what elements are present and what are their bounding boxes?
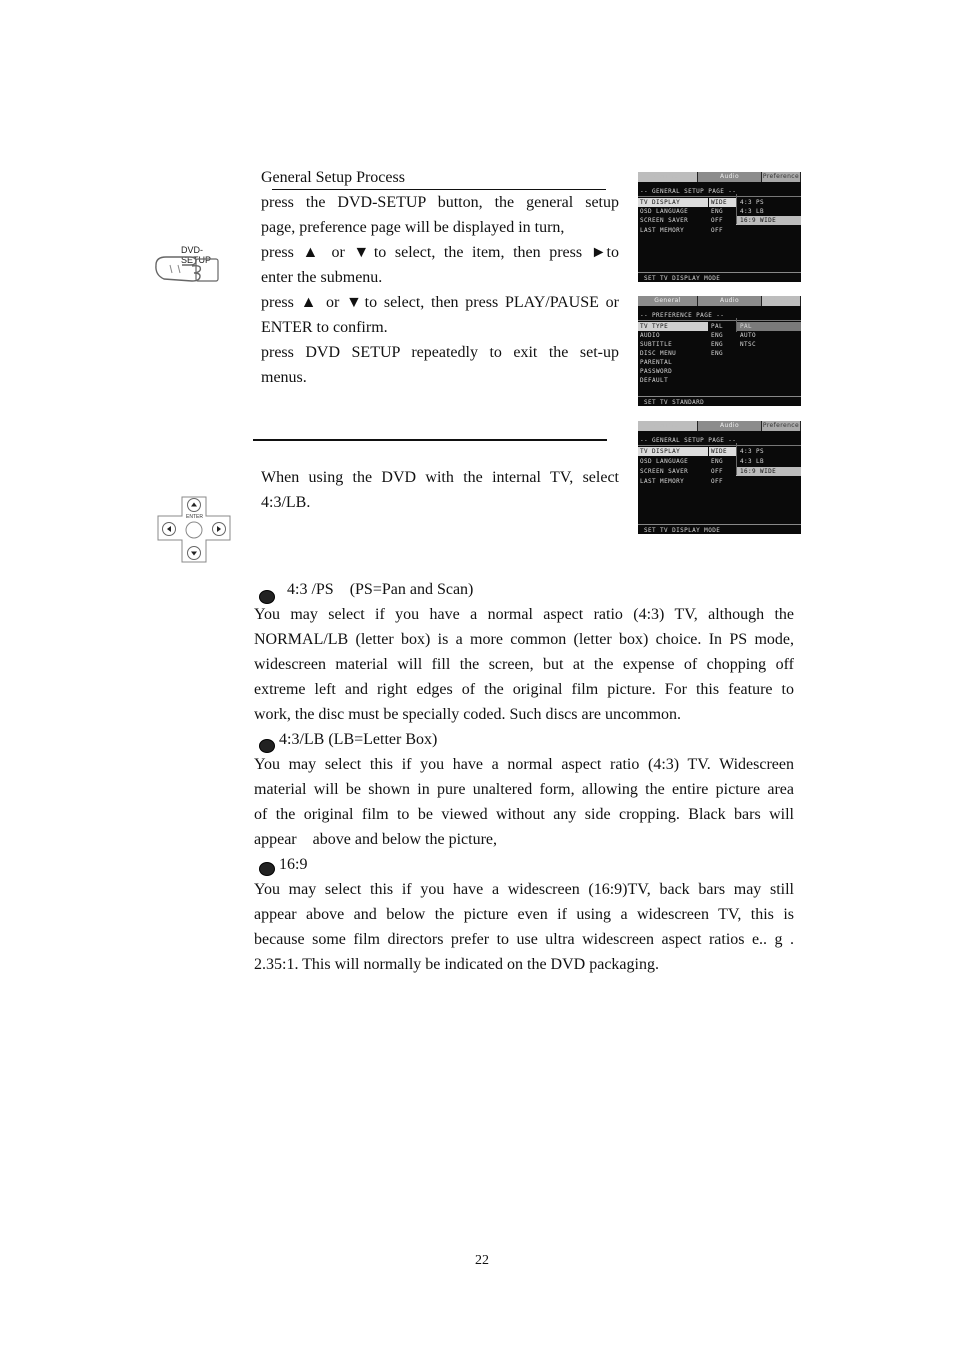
instruction-line: press the DVD-SETUP button, the general setup <box>261 194 619 211</box>
osd-tab-preference: Preference <box>762 422 800 429</box>
osd-row: SCREEN SAVER OFF 16:9 WIDE <box>638 216 801 225</box>
enter-label: ENTER <box>186 514 203 520</box>
mode-description-wide: You may select this if you have a widescreen (16:9)TV, back bars may still appear above and below the picture even if using a widescreen TV, this is because some film directors prefer to use ultra widescreen aspect ratios e.. g . 2.35:1. This will normally be indicated on the DVD packaging. <box>254 881 794 973</box>
osd-row: PASSWORD <box>640 368 673 375</box>
osd-tab-audio: Audio <box>698 296 762 306</box>
osd-tab-preference: Preference <box>762 173 800 180</box>
osd-footer: SET TV DISPLAY MODE <box>644 527 721 534</box>
section-divider <box>253 439 607 441</box>
osd-row: SUBTITLE ENG NTSC <box>640 341 757 348</box>
internal-tv-note <box>261 465 619 515</box>
mode-description-ps: You may select if you have a normal aspect ratio (4:3) TV, although the NORMAL/LB (letter box) is a more common (letter box) choice. In PS mode, widescreen material will fill the screen, but at the expense of chopping off extreme left and right edges of the original film picture. For this feature to work, the disc must be specially coded. Such discs are uncommon. <box>254 606 794 723</box>
osd-row: OSD LANGUAGE ENG 4:3 LB <box>640 208 765 215</box>
instruction-line: enter the submenu. <box>261 269 383 286</box>
note-line: 4:3/LB. <box>261 494 311 511</box>
osd-row: DISC MENU ENG <box>640 350 724 357</box>
osd-page-header: -- GENERAL SETUP PAGE -- <box>640 188 737 195</box>
osd-row: LAST MEMORY OFF <box>640 478 724 485</box>
instruction-line: page, preference page will be displayed in turn, <box>261 219 565 236</box>
dvd-setup-label: DVD-SETUP <box>181 245 212 265</box>
osd-page-header: -- PREFERENCE PAGE -- <box>640 312 725 319</box>
osd-general-setup-screenshot-2 <box>638 421 801 534</box>
bullet-icon <box>259 739 275 753</box>
osd-footer: SET TV DISPLAY MODE <box>644 275 721 282</box>
osd-page-header: -- GENERAL SETUP PAGE -- <box>640 437 737 444</box>
instruction-line: menus. <box>261 369 307 386</box>
osd-row: DEFAULT <box>640 377 669 384</box>
mode-title-wide: 16:9 <box>279 856 308 873</box>
osd-tab-general: General <box>638 421 698 431</box>
osd-row: AUDIO ENG AUTO <box>640 332 757 339</box>
osd-row: OSD LANGUAGE ENG 4:3 LB <box>640 458 765 465</box>
osd-row: TV DISPLAY WIDE 4:3 PS <box>640 199 765 206</box>
section-heading: General Setup Process <box>261 169 405 186</box>
hand-pressing-button-icon <box>152 245 232 285</box>
osd-tab-preference: Preference <box>762 297 800 304</box>
mode-title-lb: 4:3/LB (LB=Letter Box) <box>279 731 438 748</box>
osd-preference-screenshot <box>638 296 801 406</box>
osd-row: SCREEN SAVER OFF 16:9 WIDE <box>638 467 801 476</box>
setup-instructions <box>261 190 619 390</box>
note-line: When using the DVD with the internal TV, select <box>261 469 619 486</box>
enter-pad-illustration <box>156 494 232 566</box>
page-number: 22 <box>475 1253 489 1268</box>
instruction-line: press DVD SETUP repeatedly to exit the set-up <box>261 344 619 361</box>
bullet-icon <box>259 862 275 876</box>
osd-tab-audio: Audio <box>698 421 762 431</box>
osd-footer: SET TV STANDARD <box>644 399 705 406</box>
osd-row: LAST MEMORY OFF <box>640 227 724 234</box>
osd-row: TV DISPLAY WIDE 4:3 PS <box>640 448 765 455</box>
osd-row: PARENTAL <box>640 359 673 366</box>
dvd-setup-illustration <box>152 245 232 285</box>
directional-pad-icon <box>156 494 232 566</box>
mode-title-ps: 4:3 /PS (PS=Pan and Scan) <box>287 581 474 598</box>
osd-tab-general: General <box>638 172 698 182</box>
osd-general-setup-screenshot <box>638 172 801 282</box>
osd-tab-audio: Audio <box>698 172 762 182</box>
osd-row: TV TYPE PAL PAL <box>638 322 801 331</box>
instruction-line: press ▲ or ▼to select, the item, then press ►to <box>261 244 619 261</box>
osd-tab-general: General <box>638 296 698 306</box>
instruction-line: press ▲ or ▼to select, then press PLAY/PAUSE or <box>261 294 619 311</box>
mode-description-lb: You may select this if you have a normal aspect ratio (4:3) TV. Widescreen material will be shown in pure unaltered form, allowing the entire picture area of the original film to be viewed without any side cropping. Black bars will appear above and below the picture, <box>254 756 794 848</box>
instruction-line: ENTER to confirm. <box>261 319 388 336</box>
